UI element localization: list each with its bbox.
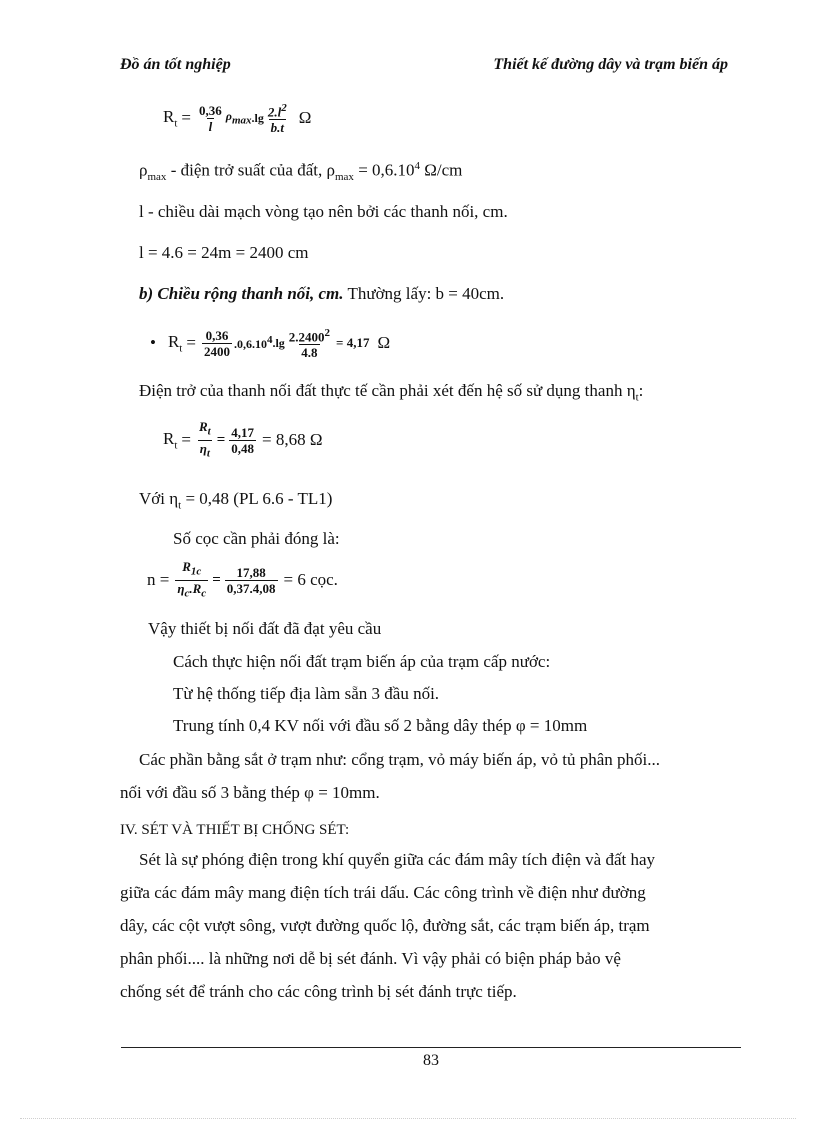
- pile-count-label: Số cọc cần phải đóng là:: [173, 529, 340, 548]
- l-value: l = 4.6 = 24m = 2400 cm: [139, 243, 309, 262]
- formula4-frac2: $\frac{17,88}{0,37.4,08}$: [226, 564, 276, 596]
- eta-value: Với $\eta_t = 0,48$ (PL 6.6 - TL1): [139, 489, 333, 512]
- method-step-3: Các phần bằng sắt ở trạm như: cổng trạm, vỏ máy biến áp, vỏ tủ phân phối...: [139, 750, 661, 769]
- paragraph-line: giữa các đám mây mang điện tích trái dấu. Các công trình về điện như đường: [120, 883, 646, 902]
- formula1-frac2: $\frac{2.l^2}{b.t}$: [267, 101, 287, 136]
- method-step-2: Trung tính 0,4 KV nối với đầu số 2 bằng dây thép φ = 10mm: [173, 716, 588, 735]
- conclusion-line: Vậy thiết bị nối đất đã đạt yêu cầu: [148, 619, 382, 638]
- formula4-frac: $\frac{R_{1c}}{\eta_c.R_c}$: [177, 558, 207, 600]
- section-heading: IV. SÉT VÀ THIẾT BỊ CHỐNG SÉT:: [120, 822, 350, 838]
- formula1-eq: =: [181, 108, 191, 127]
- method-line: Cách thực hiện nối đất trạm biến áp của trạm cấp nước:: [173, 652, 551, 671]
- rho-definition: $\rho_{max}$ - điện trở suất của đất, $\rho_{max} = 0,6.10^4$ Ω/cm: [139, 160, 463, 184]
- l-definition: l - chiều dài mạch vòng tạo nên bởi các thanh nối, cm.: [139, 202, 508, 221]
- footer-rule: [121, 1047, 741, 1048]
- formula3-frac2: $\frac{4,17}{0,48}$: [231, 424, 255, 456]
- formula1-unit: Ω: [298, 108, 312, 127]
- formula1-frac: $\frac{0,36}{l}$: [199, 102, 222, 134]
- paragraph-line: phân phối.... là những nơi dễ bị sét đánh. Vì vậy phải có biện pháp bảo vệ: [120, 949, 621, 968]
- formula1-lhs: $R_t$: [163, 106, 178, 130]
- page-number: 83: [423, 1052, 439, 1069]
- formula-rt-actual: $R_t$ = $\frac{R_t}{\eta_t}$ = $\frac{4,17}{0,48}$ = 8,68 Ω: [163, 418, 323, 460]
- b-definition: b) Chiều rộng thanh nối, cm. Thường lấy: b = 40cm.: [139, 284, 505, 303]
- page-edge-dots: [20, 1118, 796, 1119]
- eta-description: Điện trở của thanh nối đất thực tế cần phải xét đến hệ số sử dụng thanh $\eta_t$:: [139, 381, 644, 404]
- header-left: Đồ án tốt nghiệp: [120, 56, 231, 73]
- formula-rt-general: $R_t$ = $\frac{0,36}{l}$ $\rho_{max}$ .lg $\frac{2.l^2}{b.t}$ Ω: [163, 101, 312, 136]
- paragraph-line: dây, các cột vượt sông, vượt đường quốc lộ, đường sắt, các trạm biến áp, trạm: [120, 916, 650, 935]
- paragraph-line: chống sét để tránh cho các công trình bị sét đánh trực tiếp.: [120, 982, 517, 1001]
- formula2-frac2: $\frac{2.2400^2}{4.8}$: [288, 326, 331, 361]
- paragraph-line: Sét là sự phóng điện trong khí quyển giữa các đám mây tích điện và đất hay: [139, 850, 656, 869]
- formula-pile-count: n = $\frac{R_{1c}}{\eta_c.R_c}$ = $\frac{17,88}{0,37.4,08}$ = 6 cọc.: [147, 558, 338, 600]
- formula2-frac: $\frac{0,36}{2400}$: [203, 327, 230, 359]
- formula3-frac: $\frac{R_t}{\eta_t}$: [199, 418, 211, 460]
- formula1-lg: .lg: [251, 110, 264, 125]
- method-step-3-cont: nối với đầu số 3 bằng thép φ = 10mm.: [120, 783, 380, 802]
- bullet: •: [150, 333, 156, 352]
- method-step-1: Từ hệ thống tiếp địa làm sẵn 3 đầu nối.: [173, 684, 440, 703]
- header-right: Thiết kế đường dây và trạm biến áp: [493, 56, 728, 73]
- formula-rt-numeric: • $R_t$ = $\frac{0,36}{2400}$ .0,6.10$^4$ .lg $\frac{2.2400^2}{4.8}$ = 4,17 Ω: [150, 326, 391, 361]
